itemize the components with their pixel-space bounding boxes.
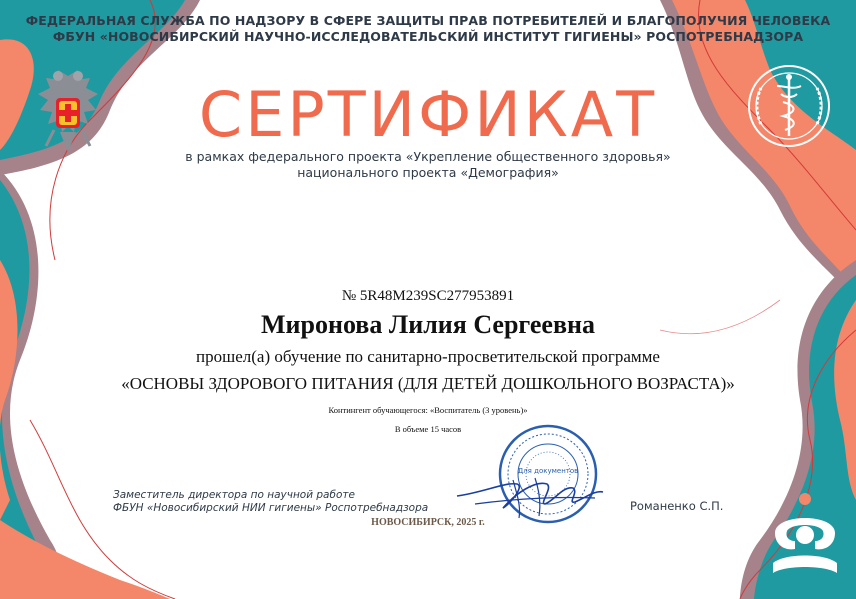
certificate-number: № 5R48M239SC277953891 [341,288,515,304]
certificate-title: СЕРТИФИКАТ [198,78,658,151]
program-title: «ОСНОВЫ ЗДОРОВОГО ПИТАНИЯ (ДЛЯ ДЕТЕЙ ДОШКОЛЬНОГО ВОЗРАСТА)» [121,374,735,393]
header-line-2: ФБУН «НОВОСИБИРСКИЙ НАУЧНО-ИССЛЕДОВАТЕЛЬСКИЙ ИНСТИТУТ ГИГИЕНЫ» РОСПОТРЕБНАДЗОРА [52,29,804,44]
subtitle-line-1: в рамках федерального проекта «Укрепление общественного здоровья» [185,149,671,164]
contingent-text: Контингент обучающегося: «Воспитатель (3 уровень)» [328,405,528,415]
header-line-1: ФЕДЕРАЛЬНАЯ СЛУЖБА ПО НАДЗОРУ В СФЕРЕ ЗАЩИТЫ ПРАВ ПОТРЕБИТЕЛЕЙ И БЛАГОПОЛУЧИЯ ЧЕЛОВЕКА [25,13,831,28]
signatory-position-line-2: ФБУН «Новосибирский НИИ гигиены» Роспотребнадзора [113,502,429,514]
volume-text: В объеме 15 часов [394,424,462,434]
person-logo-icon [765,493,845,583]
recipient-name: Миронова Лилия Сергеевна [260,310,595,339]
passed-text: прошел(а) обучение по санитарно-просветительской программе [196,347,660,366]
signatory-position-line-1: Заместитель директора по научной работе [113,489,355,501]
subtitle-line-2: национального проекта «Демография» [297,165,559,180]
city-year: НОВОСИБИРСК, 2025 г. [371,517,485,528]
signatory-name: Романенко С.П. [630,499,724,513]
stamp-text: Для документов [517,467,579,475]
